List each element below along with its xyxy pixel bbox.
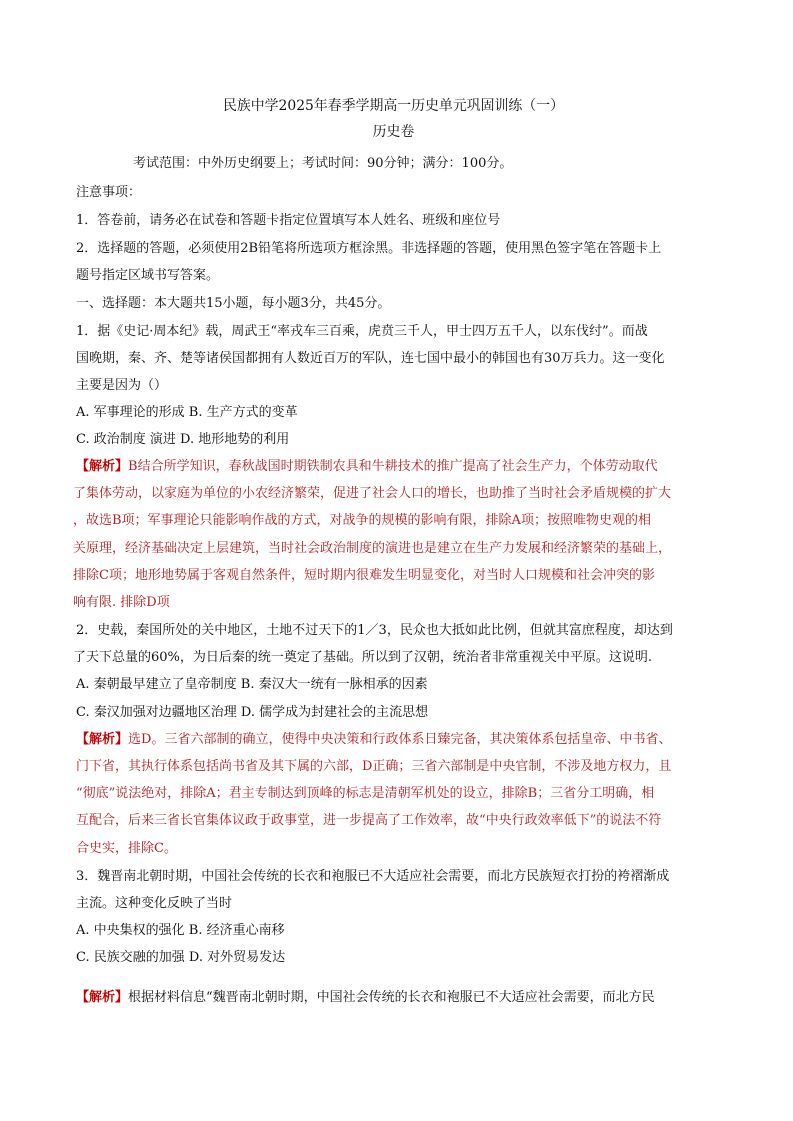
q2-option-cd: C. 秦汉加强对边疆地区治理 D. 儒学成为封建社会的主流思想 <box>76 705 429 720</box>
q2-analysis-line-4: 互配合，后来三省长官集体议政于政事堂，进一步提高了工作效率，故“中央行政效率低下”的说法不符 <box>76 813 662 828</box>
q2-analysis-line-3: “彻底”说法绝对，排除A；君主专制达到顶峰的标志是清朝军机处的设立，排除B；三省分工明确，相 <box>76 786 655 801</box>
q2-option-ab: A. 秦朝最早建立了皇帝制度 B. 秦汉大一统有一脉相承的因素 <box>76 677 428 692</box>
doc-subtitle: 历史卷 <box>372 124 415 140</box>
exam-info: 考试范围：中外历史纲要上；考试时间：90分钟；满分：100分。 <box>133 156 513 171</box>
q2-analysis-line-2: 门下省，其执行体系包括尚书省及其下属的六部，D正确；三省六部制是中央官制，不涉及地方权力，且 <box>76 759 672 774</box>
q3-option-cd: C. 民族交融的加强 D. 对外贸易发达 <box>76 950 286 965</box>
q1-option-cd: C. 政治制度 演进 D. 地形地势的利用 <box>76 432 290 447</box>
q3-analysis-line-1 <box>76 989 655 1007</box>
q2-analysis-text-1: 选D。三省六部制的确立，使得中央决策和行政体系日臻完备，其决策体系包括皇帝、中书省、 <box>128 732 672 747</box>
q1-analysis-line-2: 了集体劳动，以家庭为单位的小农经济繁荣，促进了社会人口的增长，也助推了当时社会矛盾规模的扩大 <box>73 486 672 501</box>
q1-line-2: 国晚期，秦、齐、楚等诸侯国都拥有人数近百万的军队，连七国中最小的韩国也有30万兵力。这一变化 <box>76 351 665 366</box>
q2-line-2: 了天下总量的60%，为日后秦的统一奠定了基础。所以到了汉朝，统治者非常重视关中平原。这说明. <box>73 650 653 665</box>
q2-analysis-tag: 【解析】 <box>76 732 129 747</box>
q1-analysis-text-1: B结合所学知识，春秋战国时期铁制农具和牛耕技术的推广提高了社会生产力，个体劳动取代 <box>128 459 658 474</box>
q3-line-1: 3．魏晋南北朝时期，中国社会传统的长衣和袍服已不大适应社会需要，而北方民族短衣打扮的袴褶渐成 <box>76 869 670 884</box>
notes-heading: 注意事项： <box>76 185 142 200</box>
q2-analysis-line-1 <box>76 731 671 749</box>
note-item-2-cont: 题号指定区域书写答案。 <box>76 268 220 283</box>
q1-analysis-line-4: 关原理，经济基础决定上层建筑，当时社会政治制度的演进也是建立在生产力发展和经济繁荣的基础上， <box>73 541 672 556</box>
section-heading: 一、选择题：本大题共15小题，每小题3分，共45分。 <box>76 296 391 311</box>
q1-line-3: 主要是因为（） <box>76 378 168 393</box>
q1-analysis-line-5: 排除C项；地形地势属于客观自然条件，短时期内很难发生明显变化，对当时人口规模和社会冲突的影 <box>73 568 655 583</box>
q1-line-1: 1．据《史记·周本纪》载，周武王“率戎车三百乘，虎贲三千人，甲士四万五千人，以东伐纣”。而战 <box>76 324 648 339</box>
note-item-1: 1．答卷前，请务必在试卷和答题卡指定位置填写本人姓名、班级和座位号 <box>76 213 501 228</box>
q1-analysis-line-3: ，故选B项；军事理论只能影响作战的方式，对战争的规模的影响有限，排除A项；按照唯物史观的相 <box>73 513 651 528</box>
q1-analysis-line-6: 响有限. 排除D项 <box>73 595 170 610</box>
q3-analysis-tag: 【解析】 <box>76 990 129 1005</box>
q1-option-ab: A. 军事理论的形成 B. 生产方式的变革 <box>76 405 298 420</box>
q3-analysis-text-1: 根据材料信息“魏晋南北朝时期，中国社会传统的长衣和袍服已不大适应社会需要，而北方民 <box>128 990 655 1005</box>
note-item-2: 2．选择题的答题，必须使用2B铅笔将所选项方框涂黑。非选择题的答题，使用黑色签字笔在答题卡上 <box>76 241 662 256</box>
doc-title: 民族中学2025年春季学期高一历史单元巩固训练（一） <box>222 98 564 114</box>
q1-analysis-tag: 【解析】 <box>76 459 129 474</box>
q1-analysis-line-1 <box>76 458 658 476</box>
q2-analysis-line-5: 合史实，排除C。 <box>76 841 177 856</box>
q2-line-1: 2．史载，秦国所处的关中地区，土地不过天下的1／3，民众也大抵如此比例，但就其富庶程度，却达到 <box>76 623 673 638</box>
q3-line-2: 主流。这种变化反映了当时 <box>76 896 233 911</box>
q3-option-ab: A. 中央集权的强化 B. 经济重心南移 <box>76 923 285 938</box>
